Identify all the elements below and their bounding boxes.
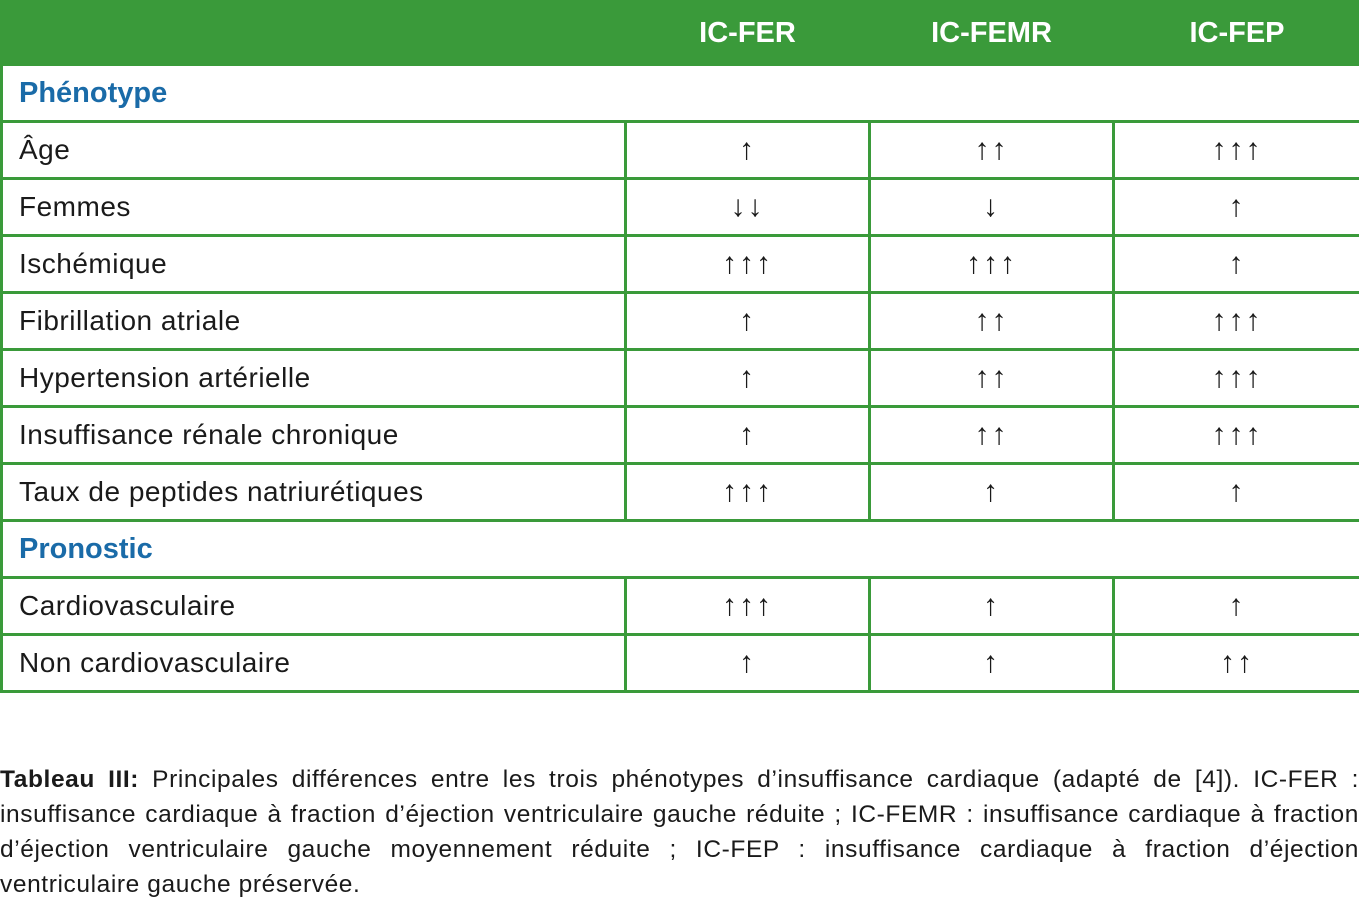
table-row <box>2 578 1359 635</box>
trend-cell: ↑↑ <box>870 122 1114 179</box>
trend-cell: ↑ <box>626 350 870 407</box>
trend-cell: ↑↑↑ <box>1114 122 1359 179</box>
header-ic-fer: IC-FER <box>626 2 870 65</box>
trend-cell: ↑↑↑ <box>1114 293 1359 350</box>
trend-cell: ↑↑ <box>870 350 1114 407</box>
trend-cell: ↑ <box>626 293 870 350</box>
trend-cell: ↑↑↑ <box>626 464 870 521</box>
table-row <box>2 122 1359 179</box>
table-caption <box>0 762 1359 902</box>
header-empty-cell <box>2 2 626 65</box>
table-body <box>2 65 1359 692</box>
trend-cell: ↑↑↑ <box>626 578 870 635</box>
trend-cell: ↑↑↑ <box>870 236 1114 293</box>
row-label: Insuffisance rénale chronique <box>2 407 626 464</box>
row-label: Âge <box>2 122 626 179</box>
trend-cell: ↓↓ <box>626 179 870 236</box>
table-header-row <box>2 2 1359 65</box>
trend-cell: ↑↑↑ <box>1114 350 1359 407</box>
trend-cell: ↑ <box>1114 179 1359 236</box>
section-title: Pronostic <box>2 521 1359 578</box>
row-label: Taux de peptides natriurétiques <box>2 464 626 521</box>
trend-cell: ↓ <box>870 179 1114 236</box>
trend-cell: ↑↑ <box>870 293 1114 350</box>
table-row <box>2 350 1359 407</box>
table-row <box>2 293 1359 350</box>
trend-cell: ↑↑↑ <box>626 236 870 293</box>
table-row <box>2 179 1359 236</box>
trend-cell: ↑ <box>626 407 870 464</box>
trend-cell: ↑↑ <box>870 407 1114 464</box>
section-row <box>2 521 1359 578</box>
row-label: Cardiovasculaire <box>2 578 626 635</box>
table-row <box>2 635 1359 692</box>
trend-cell: ↑↑↑ <box>1114 407 1359 464</box>
row-label: Femmes <box>2 179 626 236</box>
trend-cell: ↑ <box>870 464 1114 521</box>
trend-cell: ↑ <box>870 635 1114 692</box>
trend-cell: ↑ <box>626 635 870 692</box>
row-label: Fibrillation atriale <box>2 293 626 350</box>
row-label: Ischémique <box>2 236 626 293</box>
row-label: Non cardiovasculaire <box>2 635 626 692</box>
header-ic-femr: IC-FEMR <box>870 2 1114 65</box>
table-row <box>2 236 1359 293</box>
trend-cell: ↑ <box>1114 236 1359 293</box>
trend-cell: ↑ <box>1114 464 1359 521</box>
trend-cell: ↑↑ <box>1114 635 1359 692</box>
trend-cell: ↑ <box>870 578 1114 635</box>
trend-cell: ↑ <box>626 122 870 179</box>
section-row <box>2 65 1359 122</box>
table-row <box>2 407 1359 464</box>
row-label: Hypertension artérielle <box>2 350 626 407</box>
trend-cell: ↑ <box>1114 578 1359 635</box>
section-title: Phénotype <box>2 65 1359 122</box>
caption-label: Tableau III: <box>0 766 139 793</box>
table-row <box>2 464 1359 521</box>
caption-text: Principales différences entre les trois phénotypes d’insuffisance cardiaque (adapté de [4]). IC-FER : insuffisance cardiaque à fraction d’éjection ventriculaire gauche réduite ; IC-FEMR : insuffisance cardiaque à fraction d’éjection ventriculaire gauche moyennement réduite ; IC-FEP : insuffisance cardiaque à fraction d’éjection ventriculaire gauche préservée. <box>0 766 1359 898</box>
header-ic-fep: IC-FEP <box>1114 2 1359 65</box>
